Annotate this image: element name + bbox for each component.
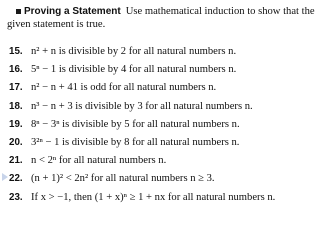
problem-number: 17. bbox=[9, 82, 23, 94]
problem-number: 20. bbox=[9, 137, 23, 149]
problem-item bbox=[9, 152, 332, 170]
problem-number: 18. bbox=[9, 100, 23, 112]
square-bullet-icon bbox=[16, 9, 21, 14]
problem-number: 22. bbox=[9, 173, 23, 185]
problem-item bbox=[9, 116, 332, 134]
problem-statement: n < 2ⁿ for all natural numbers n. bbox=[31, 155, 167, 167]
problem-item bbox=[9, 79, 332, 97]
problem-statement: n³ − n + 3 is divisible by 3 for all natural numbers n. bbox=[31, 100, 253, 112]
section-title: Proving a Statement bbox=[24, 6, 121, 17]
problem-number: 21. bbox=[9, 155, 23, 167]
problem-statement: If x > −1, then (1 + x)ⁿ ≥ 1 + nx for all natural numbers n. bbox=[31, 191, 276, 203]
section-intro bbox=[7, 5, 329, 31]
section-instructions: Use mathematical induction to show that the given statement is true. bbox=[7, 6, 315, 30]
problem-number: 23. bbox=[9, 191, 23, 203]
margin-marker-icon bbox=[2, 173, 8, 181]
problem-statement: 8ⁿ − 3ⁿ is divisible by 5 for all natural numbers n. bbox=[31, 118, 240, 130]
problem-statement: n² + n is divisible by 2 for all natural numbers n. bbox=[31, 46, 237, 58]
problem-item bbox=[9, 61, 332, 79]
problem-number: 19. bbox=[9, 118, 23, 130]
problem-number: 15. bbox=[9, 46, 23, 58]
problem-list bbox=[9, 43, 332, 207]
problem-item bbox=[9, 98, 332, 116]
problem-statement: (n + 1)² < 2n² for all natural numbers n ≥ 3. bbox=[31, 173, 215, 185]
problem-statement: 5ⁿ − 1 is divisible by 4 for all natural numbers n. bbox=[31, 64, 237, 76]
problem-item bbox=[9, 170, 332, 188]
problem-statement: n² − n + 41 is odd for all natural numbers n. bbox=[31, 82, 217, 94]
problem-statement: 3²ⁿ − 1 is divisible by 8 for all natural numbers n. bbox=[31, 137, 240, 149]
problem-item bbox=[9, 43, 332, 61]
problem-item bbox=[9, 134, 332, 152]
problem-number: 16. bbox=[9, 64, 23, 76]
problem-item bbox=[9, 189, 332, 207]
